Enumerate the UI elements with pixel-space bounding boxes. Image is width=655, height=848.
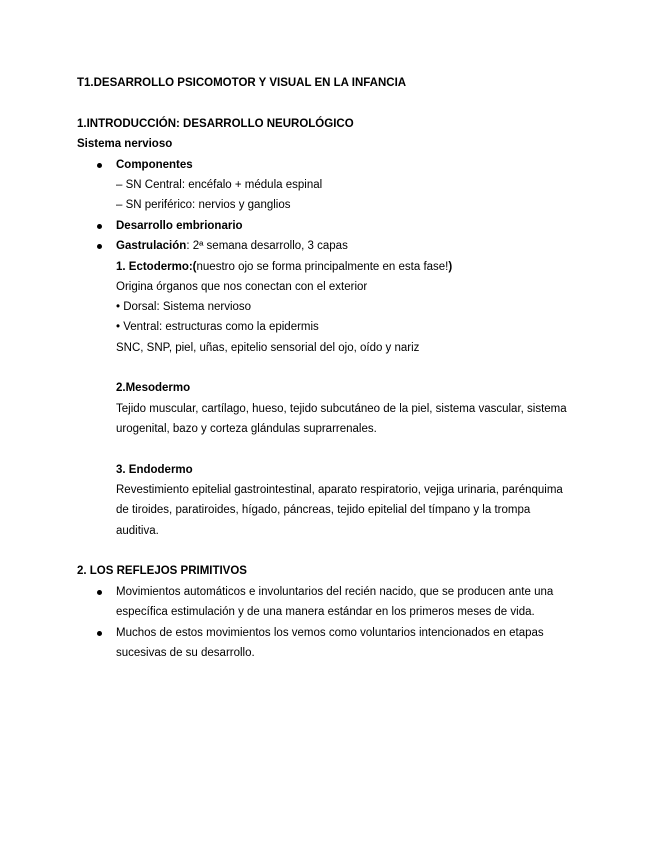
componentes-item: – SN periférico: nervios y ganglios (116, 199, 291, 211)
endodermo-line: auditiva. (116, 525, 159, 537)
mesodermo-line: urogenital, bazo y corteza glándulas suprarrenales. (116, 423, 377, 435)
section-1-heading: 1.INTRODUCCIÓN: DESARROLLO NEUROLÓGICO (77, 118, 354, 130)
ectodermo-heading (116, 260, 452, 274)
endodermo-line: de tiroides, paratiroides, hígado, páncreas, tejido epitelial del tímpano y la trompa (116, 504, 531, 516)
ectodermo-line: SNC, SNP, piel, uñas, epitelio sensorial del ojo, oído y nariz (116, 342, 420, 354)
componentes-label: Componentes (116, 159, 193, 171)
gastrulacion-line (116, 239, 348, 253)
bullet-dot (97, 224, 102, 229)
section-1-subheading: Sistema nervioso (77, 138, 173, 150)
reflejos-bullet-2-line: sucesivas de su desarrollo. (116, 647, 255, 659)
bullet-dot (97, 590, 102, 595)
mesodermo-line: Tejido muscular, cartílago, hueso, tejido subcutáneo de la piel, sistema vascular, sistema (116, 403, 567, 415)
reflejos-bullet-1-line: Movimientos automáticos e involuntarios del recién nacido, que se producen ante una (116, 586, 554, 598)
ectodermo-line: • Dorsal: Sistema nervioso (116, 301, 252, 313)
bullet-dot (97, 631, 102, 636)
endodermo-label: 3. Endodermo (116, 464, 193, 476)
gastrulacion-label: Gastrulación (116, 240, 187, 252)
ectodermo-line: • Ventral: estructuras como la epidermis (116, 321, 319, 333)
ectodermo-label: 1. Ectodermo:( (116, 261, 197, 273)
bullet-dot (97, 163, 102, 168)
ectodermo-note: nuestro ojo se forma principalmente en esta fase! (196, 261, 449, 273)
section-2-heading: 2. LOS REFLEJOS PRIMITIVOS (77, 565, 247, 577)
componentes-item: – SN Central: encéfalo + médula espinal (116, 179, 323, 191)
reflejos-bullet-1-line: específica estimulación y de una manera estándar en los primeros meses de vida. (116, 606, 535, 618)
embrionario-label: Desarrollo embrionario (116, 220, 243, 232)
document-title: T1.DESARROLLO PSICOMOTOR Y VISUAL EN LA INFANCIA (77, 77, 407, 89)
ectodermo-line: Origina órganos que nos conectan con el exterior (116, 281, 368, 293)
gastrulacion-text: : 2ª semana desarrollo, 3 capas (186, 240, 348, 252)
reflejos-bullet-2-line: Muchos de estos movimientos los vemos como voluntarios intencionados en etapas (116, 627, 544, 639)
bullet-dot (97, 244, 102, 249)
ectodermo-close: ) (448, 261, 453, 273)
endodermo-line: Revestimiento epitelial gastrointestinal, aparato respiratorio, vejiga urinaria, parénquima (116, 484, 563, 496)
mesodermo-label: 2.Mesodermo (116, 382, 191, 394)
